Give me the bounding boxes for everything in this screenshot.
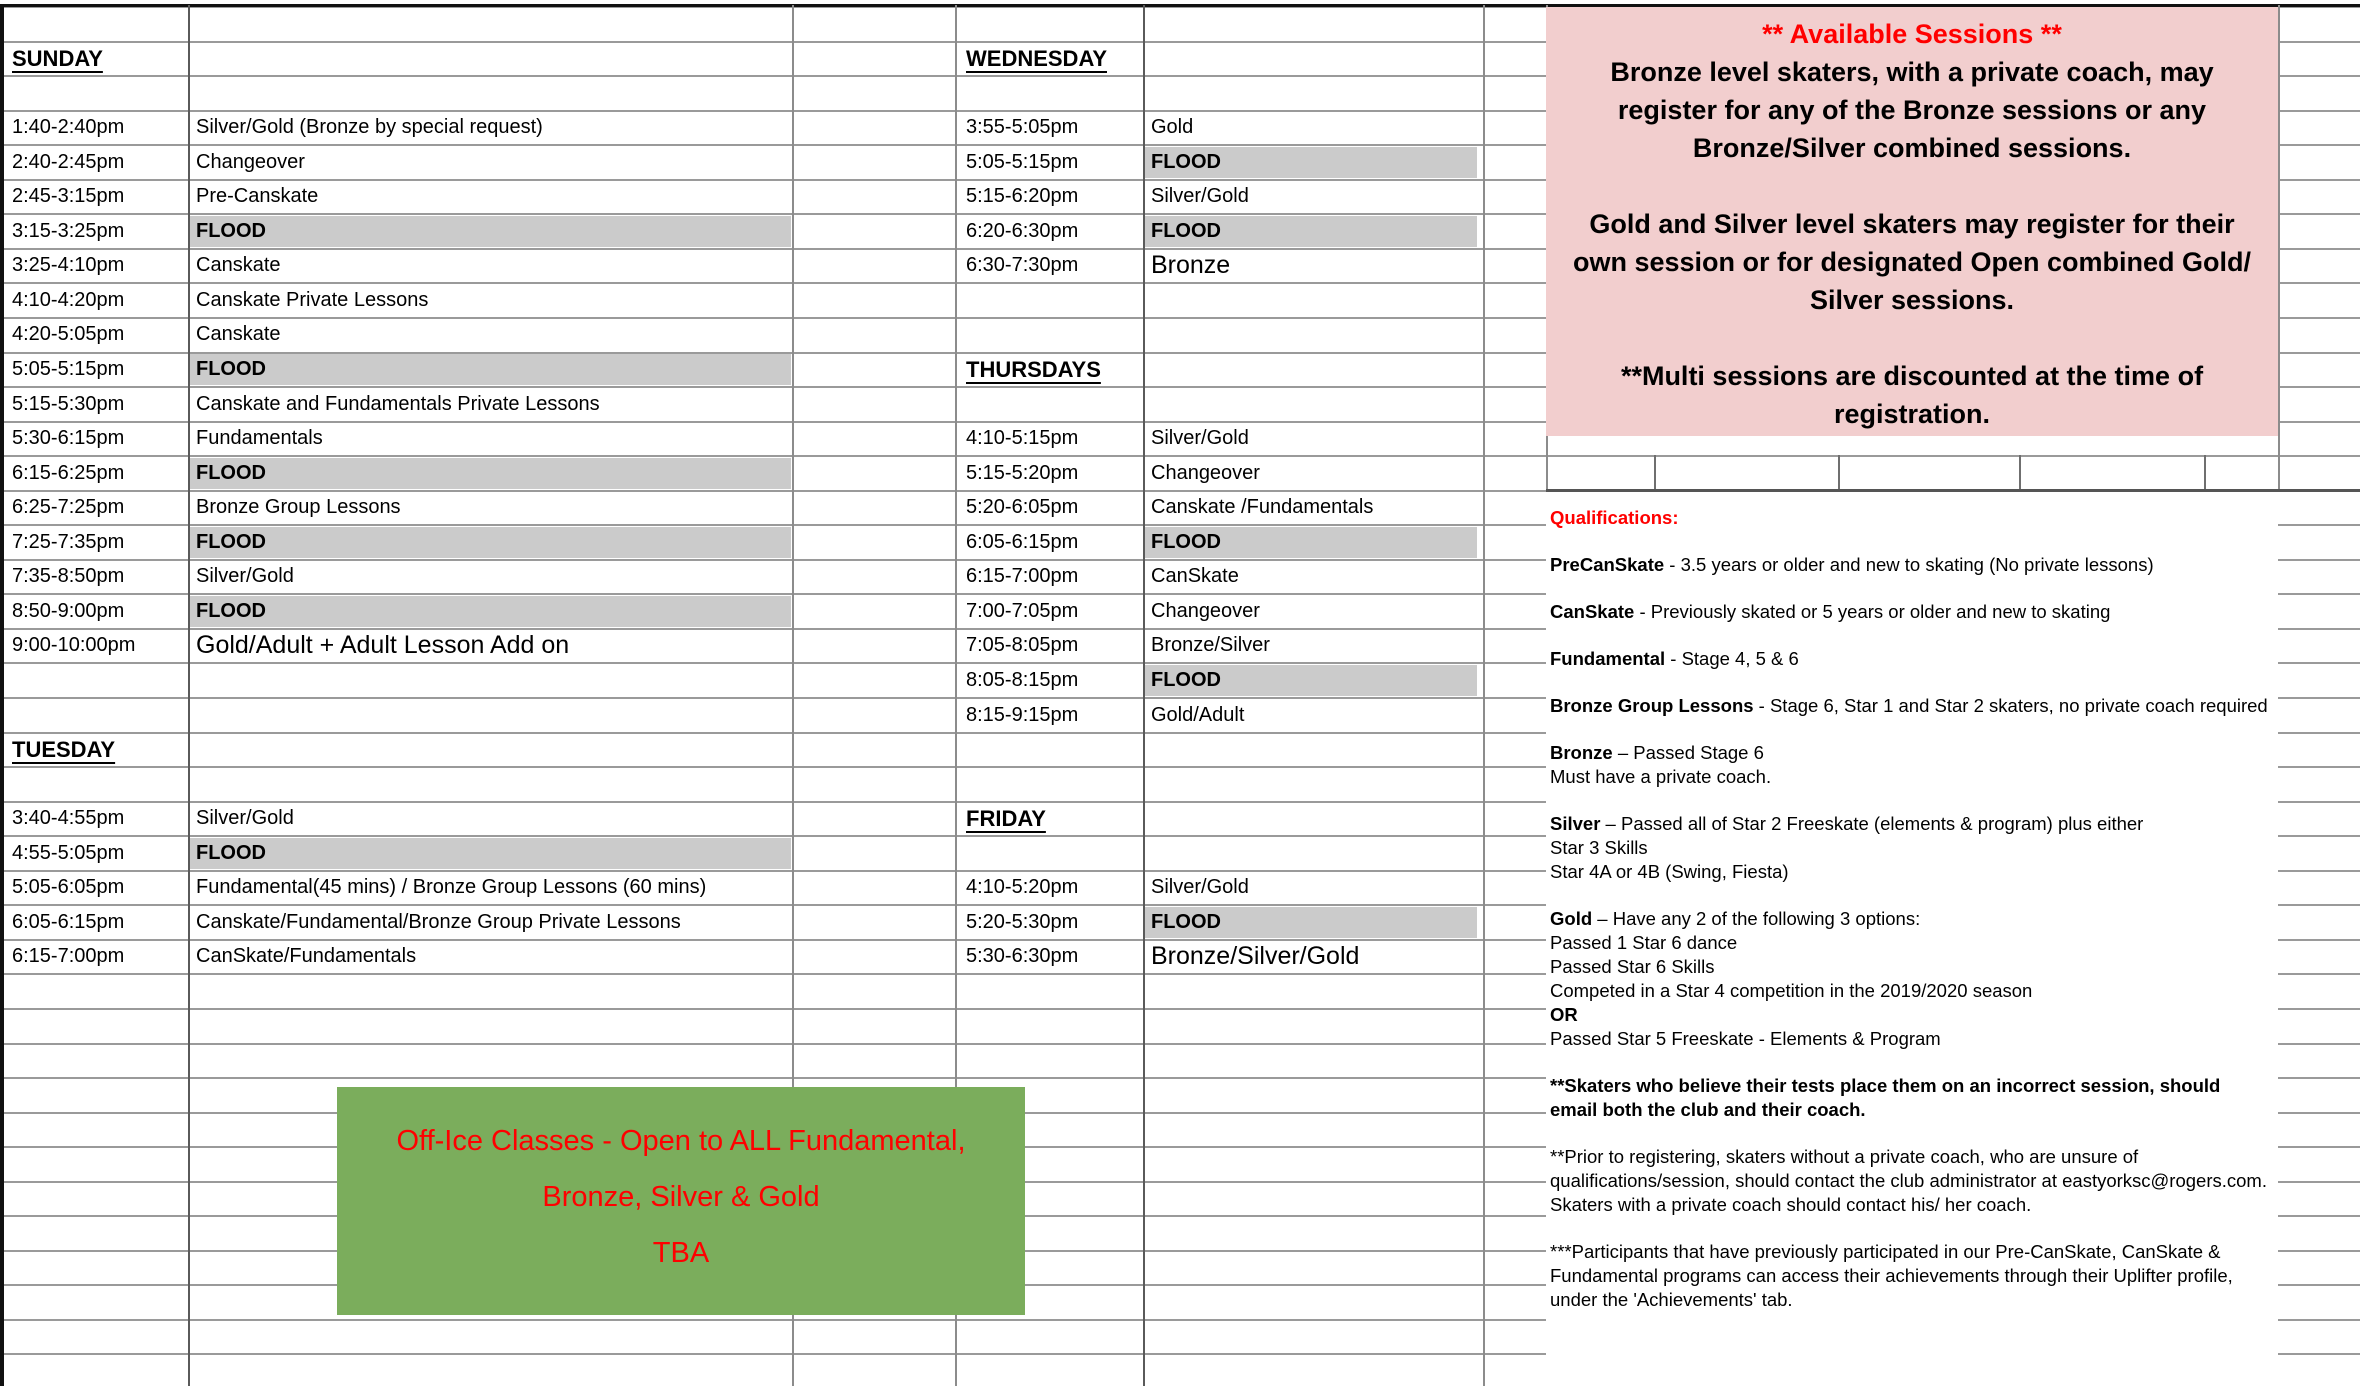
schedule-desc-text: Silver/Gold bbox=[196, 807, 294, 830]
schedule-time-cell: 8:05-8:15pm bbox=[966, 668, 1079, 691]
flood-highlight bbox=[190, 596, 791, 627]
schedule-desc-text: Canskate Private Lessons bbox=[196, 288, 429, 311]
schedule-desc-cell bbox=[190, 145, 305, 179]
schedule-desc-text: CanSkate/Fundamentals bbox=[196, 945, 417, 968]
schedule-time-cell: 8:50-9:00pm bbox=[12, 599, 125, 622]
qualification-term: Gold bbox=[1550, 908, 1593, 929]
qualification-line bbox=[1550, 979, 2272, 1003]
schedule-time-cell: 3:40-4:55pm bbox=[12, 807, 125, 830]
qualification-term: PreCanSkate bbox=[1550, 554, 1665, 575]
schedule-desc-cell bbox=[1145, 663, 1221, 697]
off-ice-line: Bronze, Silver & Gold bbox=[542, 1181, 820, 1213]
schedule-desc-cell bbox=[1145, 698, 1244, 732]
schedule-desc-text: Silver/Gold bbox=[196, 565, 294, 588]
qualification-block bbox=[1550, 1145, 2278, 1217]
schedule-desc-cell bbox=[190, 249, 281, 283]
schedule-desc-text: Silver/Gold (Bronze by special request) bbox=[196, 116, 543, 139]
schedule-desc-cell bbox=[190, 560, 294, 594]
grid-tick bbox=[1838, 455, 1840, 491]
schedule-desc-cell bbox=[190, 387, 600, 421]
schedule-desc-text: Gold bbox=[1151, 116, 1194, 139]
available-sessions-title: ** Available Sessions ** bbox=[1762, 19, 2062, 49]
schedule-time-cell: 4:20-5:05pm bbox=[12, 323, 125, 346]
schedule-time-cell: 3:25-4:10pm bbox=[12, 254, 125, 277]
schedule-time-cell: 2:40-2:45pm bbox=[12, 150, 125, 173]
schedule-desc-cell bbox=[190, 422, 323, 456]
qualification-term: OR bbox=[1550, 1004, 1578, 1025]
schedule-desc-text: Gold/Adult bbox=[1151, 703, 1245, 726]
qualification-line bbox=[1550, 647, 2272, 671]
qualification-text: Passed Star 5 Freeskate - Elements & Program bbox=[1550, 1028, 1941, 1049]
grid-tick bbox=[2204, 455, 2206, 491]
schedule-desc-cell bbox=[190, 905, 689, 939]
schedule-desc-text: Canskate /Fundamentals bbox=[1151, 496, 1374, 519]
qualification-text: - Previously skated or 5 years or older and new to skating bbox=[1634, 601, 2111, 622]
qualification-line bbox=[1550, 1027, 2272, 1051]
schedule-time-cell: 1:40-2:40pm bbox=[12, 116, 125, 139]
schedule-desc-text: FLOOD bbox=[1151, 219, 1221, 242]
schedule-desc-text: Canskate bbox=[196, 323, 281, 346]
schedule-desc-text: Bronze/Silver/Gold bbox=[1151, 942, 1360, 971]
qualification-line bbox=[1550, 907, 2272, 931]
off-ice-note bbox=[337, 1087, 1025, 1315]
qualification-text: - Stage 6, Star 1 and Star 2 skaters, no private coach required bbox=[1753, 695, 2268, 716]
day-header-wednesday: WEDNESDAY bbox=[966, 45, 1107, 71]
schedule-time-cell: 4:10-5:15pm bbox=[966, 427, 1079, 450]
schedule-desc-text: Changeover bbox=[1151, 461, 1260, 484]
qualification-line bbox=[1550, 812, 2272, 836]
schedule-time-cell: 4:10-5:20pm bbox=[966, 876, 1079, 899]
schedule-desc-cell bbox=[1145, 180, 1249, 214]
qualification-block bbox=[1550, 1240, 2278, 1312]
qualification-term: Silver bbox=[1550, 813, 1601, 834]
schedule-desc-cell bbox=[1145, 111, 1193, 145]
qualification-text: – Have any 2 of the following 3 options: bbox=[1592, 908, 1921, 929]
qualification-line bbox=[1550, 1074, 2272, 1122]
flood-highlight bbox=[190, 354, 791, 385]
schedule-desc-cell bbox=[1145, 905, 1221, 939]
schedule-time-cell: 5:20-6:05pm bbox=[966, 496, 1079, 519]
schedule-time-cell: 5:05-5:15pm bbox=[12, 358, 125, 380]
flood-highlight bbox=[190, 527, 791, 558]
schedule-desc-cell bbox=[1145, 249, 1230, 283]
grid-col-line-e-f bbox=[1483, 5, 1485, 1386]
grid-tick bbox=[1654, 455, 1656, 491]
off-ice-line: TBA bbox=[652, 1237, 710, 1269]
schedule-desc-text: FLOOD bbox=[196, 841, 266, 864]
schedule-time-cell: 7:35-8:50pm bbox=[12, 565, 125, 588]
schedule-desc-cell bbox=[190, 594, 266, 628]
schedule-time-cell: 5:15-5:20pm bbox=[966, 461, 1079, 484]
qualification-block bbox=[1550, 1074, 2278, 1122]
schedule-desc-cell bbox=[1145, 871, 1249, 905]
schedule-desc-text: Changeover bbox=[1151, 599, 1260, 622]
schedule-desc-cell bbox=[190, 629, 569, 663]
schedule-time-cell: 3:55-5:05pm bbox=[966, 116, 1079, 139]
schedule-desc-text: FLOOD bbox=[1151, 910, 1221, 933]
schedule-time-cell: 6:15-7:00pm bbox=[12, 945, 125, 968]
flood-highlight bbox=[190, 838, 791, 869]
schedule-desc-text: Gold/Adult + Adult Lesson Add on bbox=[196, 631, 570, 660]
available-sessions-paragraph: Gold and Silver level skaters may register for their own session or for designated Open combined Gold/ Silver sessions. bbox=[1572, 209, 2252, 315]
qualification-line bbox=[1550, 694, 2272, 718]
schedule-desc-text: Fundamental(45 mins) / Bronze Group Lessons (60 mins) bbox=[196, 876, 714, 899]
schedule-time-cell: 5:05-5:15pm bbox=[966, 150, 1079, 173]
schedule-desc-cell bbox=[1145, 594, 1260, 628]
grid-col-line-j-k bbox=[2278, 5, 2280, 490]
qualification-line bbox=[1550, 931, 2272, 955]
qualification-term: Bronze bbox=[1550, 742, 1613, 763]
schedule-desc-text: CanSkate bbox=[1151, 565, 1239, 588]
off-ice-line: Off-Ice Classes - Open to ALL Fundamental, bbox=[396, 1125, 966, 1157]
qualification-term: CanSkate bbox=[1550, 601, 1635, 622]
qualification-text: Must have a private coach. bbox=[1550, 766, 1772, 787]
schedule-desc-cell bbox=[190, 525, 266, 559]
schedule-desc-cell bbox=[190, 456, 266, 490]
schedule-time-cell: 2:45-3:15pm bbox=[12, 185, 125, 208]
qualification-line bbox=[1550, 1003, 2272, 1027]
available-sessions-paragraph: Bronze level skaters, with a private coach, may register for any of the Bronze sessions or any Bronze/Silver combined sessions. bbox=[1610, 57, 2214, 163]
qualification-text: – Passed Stage 6 bbox=[1612, 742, 1764, 763]
grid-tick bbox=[2019, 455, 2021, 491]
schedule-time-cell: 6:20-6:30pm bbox=[966, 219, 1079, 242]
schedule-desc-text: Silver/Gold bbox=[1151, 427, 1249, 450]
day-header-tuesday: TUESDAY bbox=[12, 736, 116, 762]
schedule-time-cell: 4:55-5:05pm bbox=[12, 841, 125, 864]
qualification-text: Star 3 Skills bbox=[1550, 837, 1648, 858]
qualification-line bbox=[1550, 600, 2272, 624]
schedule-desc-text: FLOOD bbox=[196, 599, 266, 622]
flood-highlight bbox=[190, 216, 791, 247]
schedule-time-cell: 5:15-6:20pm bbox=[966, 185, 1079, 208]
schedule-time-cell: 6:05-6:15pm bbox=[12, 910, 125, 933]
qualification-block bbox=[1550, 694, 2278, 718]
qualification-line bbox=[1550, 1145, 2272, 1217]
schedule-desc-cell bbox=[190, 214, 266, 248]
schedule-time-cell: 9:00-10:00pm bbox=[12, 634, 136, 657]
schedule-desc-text: FLOOD bbox=[196, 219, 266, 242]
schedule-desc-text: Pre-Canskate bbox=[196, 185, 319, 208]
schedule-desc-text: Bronze Group Lessons bbox=[196, 496, 401, 519]
qualification-text: Passed Star 6 Skills bbox=[1550, 956, 1715, 977]
schedule-desc-text: FLOOD bbox=[196, 461, 266, 484]
qualification-text: - 3.5 years or older and new to skating (No private lessons) bbox=[1664, 554, 2154, 575]
schedule-desc-text: Canskate and Fundamentals Private Lessons bbox=[196, 392, 600, 415]
schedule-time-cell: 6:25-7:25pm bbox=[12, 496, 125, 519]
schedule-time-cell: 4:10-4:20pm bbox=[12, 288, 125, 311]
schedule-desc-cell bbox=[190, 802, 294, 836]
schedule-time-cell: 5:05-6:05pm bbox=[12, 876, 125, 899]
schedule-desc-text: FLOOD bbox=[1151, 150, 1221, 173]
qualification-text: Star 4A or 4B (Swing, Fiesta) bbox=[1550, 861, 1789, 882]
qualification-line bbox=[1550, 955, 2272, 979]
day-header-friday: FRIDAY bbox=[966, 805, 1046, 831]
schedule-time-cell: 7:00-7:05pm bbox=[966, 599, 1079, 622]
schedule-desc-cell bbox=[1145, 629, 1270, 663]
qualification-text: Passed 1 Star 6 dance bbox=[1550, 932, 1738, 953]
schedule-desc-text: Silver/Gold bbox=[1151, 876, 1249, 899]
schedule-time-cell: 5:30-6:15pm bbox=[12, 427, 125, 450]
schedule-desc-cell bbox=[1145, 456, 1260, 490]
schedule-desc-text: Silver/Gold bbox=[1151, 185, 1249, 208]
schedule-desc-cell bbox=[190, 836, 266, 870]
available-sessions-paragraph: **Multi sessions are discounted at the time of registration. bbox=[1620, 361, 2204, 429]
available-sessions-note bbox=[1546, 7, 2278, 436]
qualification-text: Competed in a Star 4 competition in the 2019/2020 season bbox=[1550, 980, 2033, 1001]
qualification-block bbox=[1550, 600, 2278, 624]
qualification-text: **Prior to registering, skaters without a private coach, who are unsure of qualifications/session, should contact the club administrator at eastyorksc@rogers.com. Skaters with a private coach should contact his/ her coach. bbox=[1550, 1146, 2267, 1215]
schedule-desc-cell bbox=[190, 111, 543, 145]
schedule-desc-text: Bronze bbox=[1151, 251, 1231, 280]
schedule-time-cell: 7:25-7:35pm bbox=[12, 530, 125, 553]
schedule-time-cell: 6:15-6:25pm bbox=[12, 461, 125, 484]
schedule-desc-cell bbox=[1145, 214, 1221, 248]
qualification-line bbox=[1550, 836, 2272, 860]
schedule-desc-cell bbox=[190, 353, 266, 387]
qualification-line bbox=[1550, 553, 2272, 577]
qualification-text: – Passed all of Star 2 Freeskate (elements & program) plus either bbox=[1600, 813, 2144, 834]
schedule-desc-text: FLOOD bbox=[1151, 668, 1221, 691]
qualifications-blocks bbox=[1550, 553, 2278, 1312]
schedule-desc-text: Changeover bbox=[196, 150, 305, 173]
flood-highlight bbox=[190, 458, 791, 489]
schedule-desc-cell bbox=[1145, 422, 1249, 456]
schedule-time-cell: 6:15-7:00pm bbox=[966, 565, 1079, 588]
qualification-text: ***Participants that have previously participated in our Pre-CanSkate, CanSkate & Fundamental programs can access their achievements through their Uplifter profile, under the 'Achievements' tab. bbox=[1550, 1241, 2233, 1310]
qualification-block bbox=[1550, 553, 2278, 577]
qualification-block bbox=[1550, 907, 2278, 1051]
qualification-block bbox=[1550, 741, 2278, 789]
schedule-desc-text: FLOOD bbox=[196, 530, 266, 553]
schedule-time-cell: 3:15-3:25pm bbox=[12, 219, 125, 242]
qualification-term: **Skaters who believe their tests place them on an incorrect session, should email both the club and their coach. bbox=[1550, 1075, 2221, 1120]
schedule-desc-cell bbox=[1145, 525, 1221, 559]
schedule-desc-cell bbox=[1145, 940, 1359, 974]
schedule-time-cell: 6:05-6:15pm bbox=[966, 530, 1079, 553]
schedule-desc-cell bbox=[190, 318, 281, 352]
day-header-thursdays: THURSDAYS bbox=[966, 356, 1101, 382]
schedule-desc-text: Bronze/Silver bbox=[1151, 634, 1270, 657]
qualifications-panel bbox=[1546, 492, 2278, 1386]
qualification-line bbox=[1550, 1240, 2272, 1312]
schedule-time-cell: 5:30-6:30pm bbox=[966, 945, 1079, 968]
schedule-desc-cell bbox=[1145, 491, 1373, 525]
schedule-desc-text: FLOOD bbox=[196, 358, 266, 380]
qualification-term: Fundamental bbox=[1550, 648, 1666, 669]
qualification-line bbox=[1550, 741, 2272, 765]
qualification-text: - Stage 4, 5 & 6 bbox=[1665, 648, 1799, 669]
schedule-time-cell: 6:30-7:30pm bbox=[966, 254, 1079, 277]
qualifications-title: Qualifications: bbox=[1550, 507, 1679, 528]
schedule-desc-cell bbox=[190, 871, 714, 905]
schedule-time-cell: 5:15-5:30pm bbox=[12, 392, 125, 415]
schedule-time-cell: 7:05-8:05pm bbox=[966, 634, 1079, 657]
schedule-desc-text: Fundamentals bbox=[196, 427, 323, 450]
day-header-sunday: SUNDAY bbox=[12, 45, 103, 71]
qualification-term: Bronze Group Lessons bbox=[1550, 695, 1754, 716]
schedule-desc-cell bbox=[1145, 145, 1221, 179]
schedule-desc-cell bbox=[190, 180, 318, 214]
schedule-desc-text: Canskate/Fundamental/Bronze Group Private Lessons bbox=[196, 911, 689, 934]
schedule-desc-cell bbox=[1145, 560, 1239, 594]
schedule-desc-cell bbox=[190, 940, 416, 974]
qualification-block bbox=[1550, 812, 2278, 884]
schedule-time-cell: 5:20-5:30pm bbox=[966, 910, 1079, 933]
schedule-desc-cell bbox=[190, 283, 428, 317]
qualification-block bbox=[1550, 647, 2278, 671]
qualification-line bbox=[1550, 860, 2272, 884]
schedule-time-cell: 8:15-9:15pm bbox=[966, 703, 1079, 726]
schedule-desc-text: Canskate bbox=[196, 254, 281, 277]
schedule-desc-text: FLOOD bbox=[1151, 530, 1221, 553]
schedule-desc-cell bbox=[190, 491, 401, 525]
qualification-line bbox=[1550, 765, 2272, 789]
